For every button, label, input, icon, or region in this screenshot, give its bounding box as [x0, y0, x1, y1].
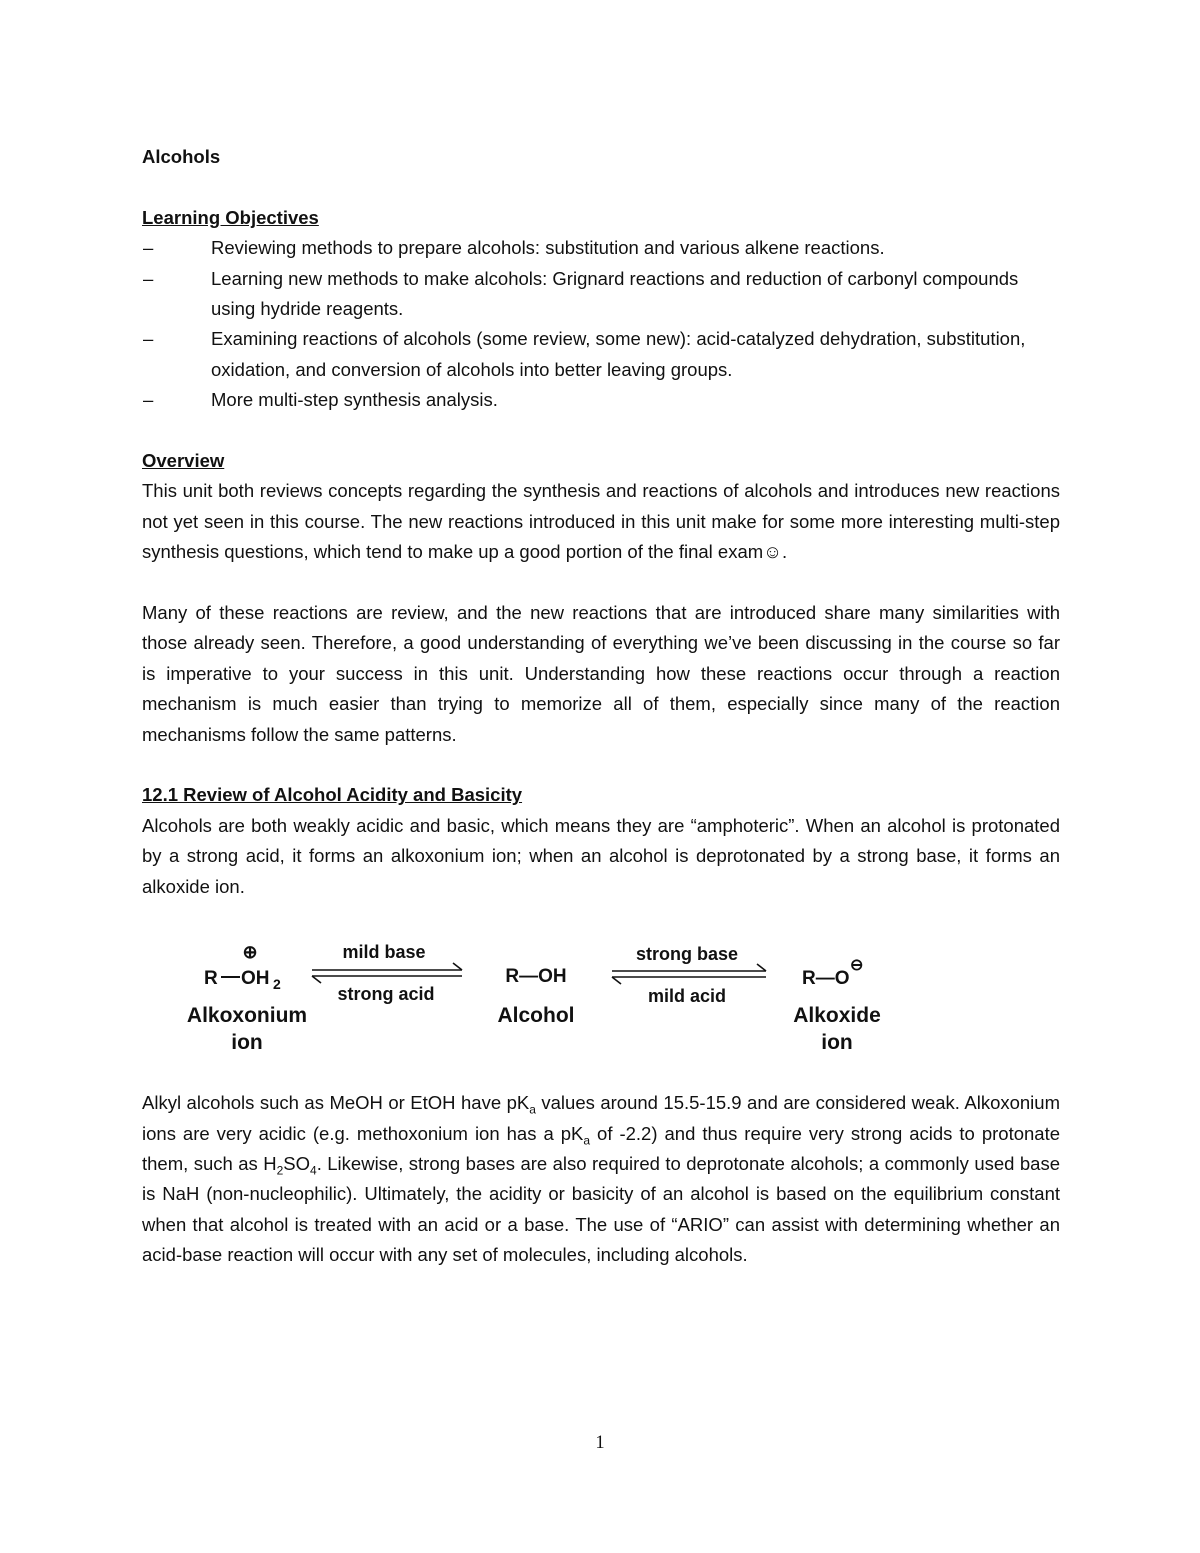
page-number: 1 — [595, 1433, 605, 1453]
overview-paragraph: This unit both reviews concepts regarding the synthesis and reactions of alcohols and introduces new reactions not yet seen in this course. The new reactions introduced in this unit make for some more interesting multi-step synthesis questions, which tend to make up a good portion of the final exam☺. — [142, 480, 1060, 563]
objective-item: – Reviewing methods to prepare alcohols: substitution and various alkene reactions. — [142, 233, 1060, 263]
alkoxonium-label: Alkoxonium — [186, 1004, 308, 1028]
equilibrium-arrow-2 — [612, 964, 766, 984]
section-12-1-heading: 12.1 Review of Alcohol Acidity and Basicity — [142, 784, 523, 806]
document-title: Alcohols — [142, 146, 221, 167]
page-content — [142, 142, 1060, 1271]
arrow1-top-label: mild base — [342, 942, 426, 963]
alkoxide-label: Alkoxide — [793, 1004, 881, 1028]
equilibrium-arrow-1 — [312, 963, 462, 983]
overview-heading: Overview — [142, 450, 225, 472]
objective-item: – More multi-step synthesis analysis. — [142, 385, 1060, 415]
alcohol-label: Alcohol — [497, 1004, 575, 1028]
alcohol-formula: R—OH — [505, 966, 567, 988]
acidity-paragraph: Alcohols are both weakly acidic and basic, which means they are “amphoteric”. When an alcohol is protonated by a strong acid, it forms an alkoxonium ion; when an alcohol is deprotonated by a strong base, it forms an alkoxide ion. — [142, 814, 1060, 897]
learning-objectives-heading: Learning Objectives — [142, 206, 319, 228]
arrow2-bottom-label: mild acid — [647, 986, 727, 1007]
alkoxide-label-ion: ion — [821, 1031, 853, 1055]
reaction-scheme-svg — [142, 904, 1060, 1088]
objective-item: – Learning new methods to make alcohols: Grignard reactions and reduction of carbonyl compounds using hydride reagents. — [142, 264, 1060, 325]
dash-bullet: – — [143, 389, 154, 411]
dash-bullet: – — [143, 237, 154, 259]
dash-bullet: – — [143, 267, 154, 289]
overview-paragraph: Many of these reactions are review, and the new reactions that are introduced share many similarities with those already seen. Therefore, a good understanding of everything we’ve been discussing in the course so far is imperative to your success in this unit. Understanding how these reactions occur through a reaction mechanism is much easier than trying to memorize all of them, especially since many of the reaction mechanisms follow the same patterns. — [142, 602, 1060, 745]
arrow1-bottom-label: strong acid — [337, 984, 435, 1005]
learning-objectives-list — [142, 233, 1060, 415]
dash-bullet: – — [143, 328, 154, 350]
objective-item: – Examining reactions of alcohols (some review, some new): acid-catalyzed dehydration, substitution, oxidation, and conversion of alcohols into better leaving groups. — [142, 324, 1060, 385]
arrow2-top-label: strong base — [635, 944, 739, 965]
alkoxonium-r: R — [204, 968, 218, 990]
alkoxonium-subscript: 2 — [273, 976, 281, 993]
alkoxide-charge: ⊖ — [850, 957, 864, 975]
alkoxonium-charge: ⊕ — [242, 942, 258, 963]
alkoxonium-oh: OH — [241, 968, 270, 990]
pka-paragraph: Alkyl alcohols such as MeOH or EtOH have $pK_a$ values around 15.5-15.9 and are considered weak. Alkoxonium ions are very acidic (e.g. methoxonium ion has a $pK_a$ of -2.2) and thus require very strong acids to protonate them, such as $H_2SO_4$. Likewise, strong bases are also required to deprotonate alcohols; a commonly used base is NaH (non-nucleophilic). Ultimately, the acidity or basicity of an alcohol is based on the equilibrium constant when that alcohol is treated with an acid or a base. The use of “ARIO” can assist with determining whether an acid-base reaction will occur with any set of molecules, including alcohols. — [142, 1092, 1061, 1266]
acid-base-equilibrium-scheme — [142, 904, 1060, 1088]
alkoxide-formula: R—O — [802, 968, 850, 990]
alkoxonium-label-ion: ion — [231, 1031, 263, 1055]
